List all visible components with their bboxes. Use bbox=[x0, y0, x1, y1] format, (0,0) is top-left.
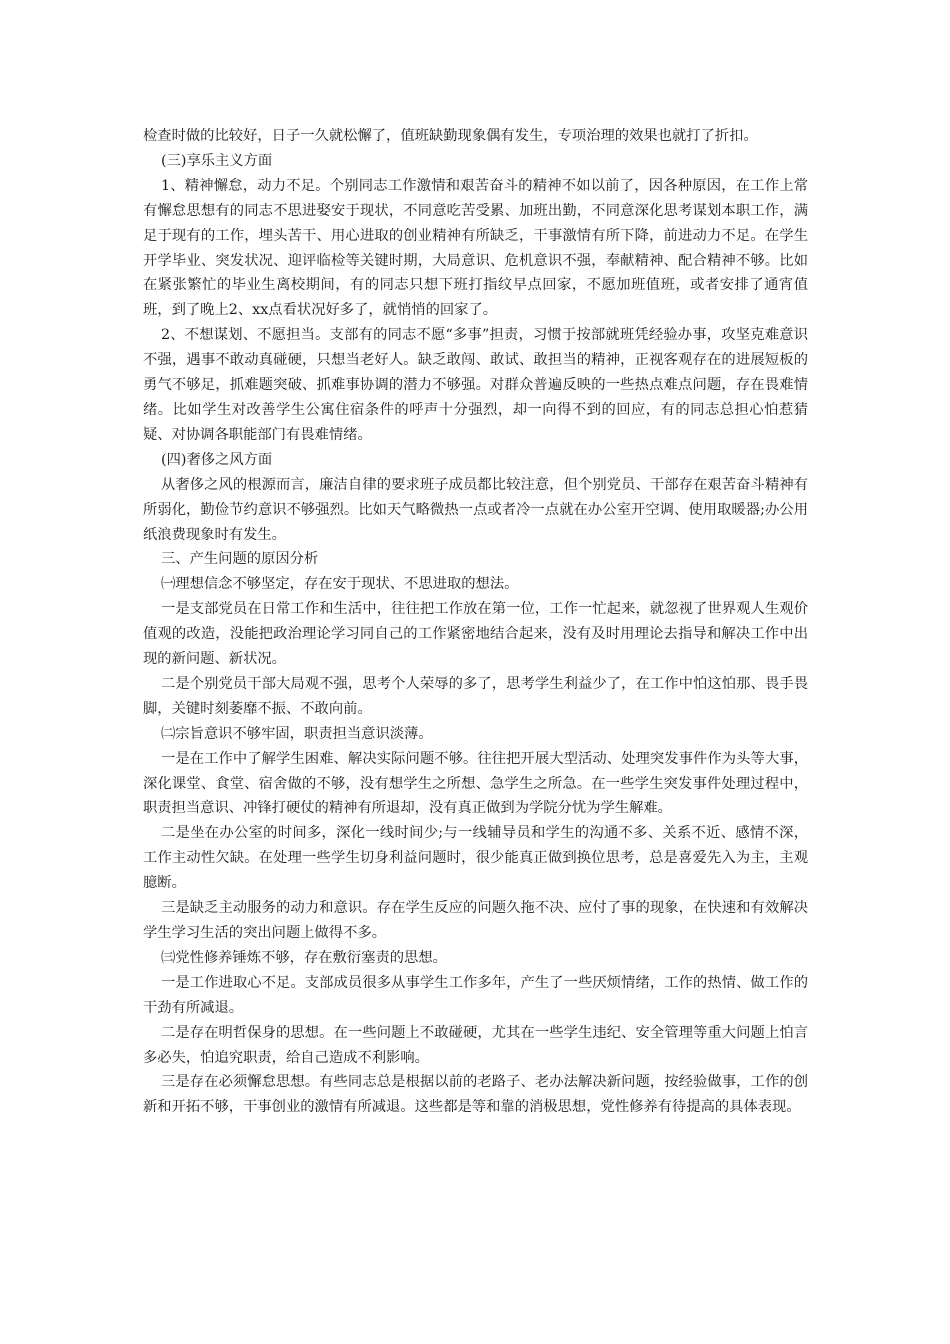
document-body bbox=[143, 124, 808, 1120]
paragraph: 二是坐在办公室的时间多，深化一线时间少;与一线辅导员和学生的沟通不多、关系不近、感情不深，工作主动性欠缺。在处理一些学生切身利益问题时，很少能真正做到换位思考，总是喜爱先入为主，主观臆断。 bbox=[143, 825, 808, 892]
paragraph: 从奢侈之风的根源而言，廉洁自律的要求班子成员都比较注意，但个别党员、干部存在艰苦奋斗精神有所弱化，勤俭节约意识不够强烈。比如天气略微热一点或者冷一点就在办公室开空调、使用取暖器;办公用纸浪费现象时有发生。 bbox=[143, 476, 808, 543]
paragraph: 三是缺乏主动服务的动力和意识。存在学生反应的问题久拖不决、应付了事的现象，在快速和有效解决学生学习生活的突出问题上做得不多。 bbox=[143, 900, 808, 941]
paragraph: ㈡宗旨意识不够牢固，职责担当意识淡薄。 bbox=[161, 725, 433, 742]
paragraph: (四)奢侈之风方面 bbox=[161, 451, 273, 468]
paragraph: 三、产生问题的原因分析 bbox=[161, 551, 319, 568]
paragraph: (三)享乐主义方面 bbox=[161, 152, 273, 169]
paragraph: 一是工作进取心不足。支部成员很多从事学生工作多年，产生了一些厌烦情绪，工作的热情、做工作的干劲有所减退。 bbox=[143, 974, 808, 1016]
paragraph: 检查时做的比较好，日子一久就松懈了，值班缺勤现象偶有发生，专项治理的效果也就打了折扣。 bbox=[143, 128, 758, 144]
paragraph: 2、不想谋划、不愿担当。支部有的同志不愿“多事”担责，习惯于按部就班凭经验办事，攻坚克难意识不强，遇事不敢动真碰硬，只想当老好人。缺乏敢闯、敢试、敢担当的精神，正视客观存在的进展短板的勇气不够足，抓难题突破、抓难事协调的潜力不够强。对群众普遍反映的一些热点难点问题，存在畏难情绪。比如学生对改善学生公寓住宿条件的呼声十分强烈，却一向得不到的回应，有的同志总担心怕惹猜疑、对协调各职能部门有畏难情绪。 bbox=[143, 327, 808, 443]
paragraph: 二是个别党员干部大局观不强，思考个人荣辱的多了，思考学生利益少了，在工作中怕这怕那、畏手畏脚，关键时刻萎靡不振、不敢向前。 bbox=[143, 675, 808, 717]
paragraph: 一是支部党员在日常工作和生活中，往往把工作放在第一位，工作一忙起来，就忽视了世界观人生观价值观的改造，没能把政治理论学习同自己的工作紧密地结合起来，没有及时用理论去指导和解决工作中出现的新问题、新状况。 bbox=[143, 601, 808, 668]
paragraph: ㈠理想信念不够坚定，存在安于现状、不思进取的想法。 bbox=[161, 576, 519, 593]
paragraph: ㈢党性修养锤炼不够，存在敷衍塞责的思想。 bbox=[161, 949, 447, 966]
paragraph: 二是存在明哲保身的思想。在一些问题上不敢碰硬，尤其在一些学生违纪、安全管理等重大问题上怕言多必失，怕追究职责，给自己造成不利影响。 bbox=[143, 1024, 808, 1066]
paragraph: 1、精神懈怠，动力不足。个别同志工作激情和艰苦奋斗的精神不如以前了，因各种原因，在工作上常有懈怠思想有的同志不思进娶安于现状，不同意吃苦受累、加班出勤，不同意深化思考谋划本职工作，满足于现有的工作，埋头苦干、用心进取的创业精神有所缺乏，干事激情有所下降，前进动力不足。在学生开学毕业、突发状况、迎评临检等关键时期，大局意识、危机意识不强，奉献精神、配合精神不够。比如在紧张繁忙的毕业生离校期间，有的同志只想下班打指纹早点回家，不愿加班值班，或者安排了通宵值班，到了晚上2、xx点看状况好多了，就悄悄的回家了。 bbox=[143, 177, 808, 319]
paragraph: 三是存在必须懈怠思想。有些同志总是根据以前的老路子、老办法解决新问题，按经验做事，工作的创新和开拓不够，干事创业的激情有所减退。这些都是等和靠的消极思想，党性修养有待提高的具体表现。 bbox=[143, 1074, 808, 1116]
paragraph: 一是在工作中了解学生困难、解决实际问题不够。往往把开展大型活动、处理突发事件作为头等大事，深化课堂、食堂、宿舍做的不够，没有想学生之所想、急学生之所急。在一些学生突发事件处理过程中，职责担当意识、冲锋打硬仗的精神有所退却，没有真正做到为学院分忧为学生解难。 bbox=[143, 750, 808, 817]
